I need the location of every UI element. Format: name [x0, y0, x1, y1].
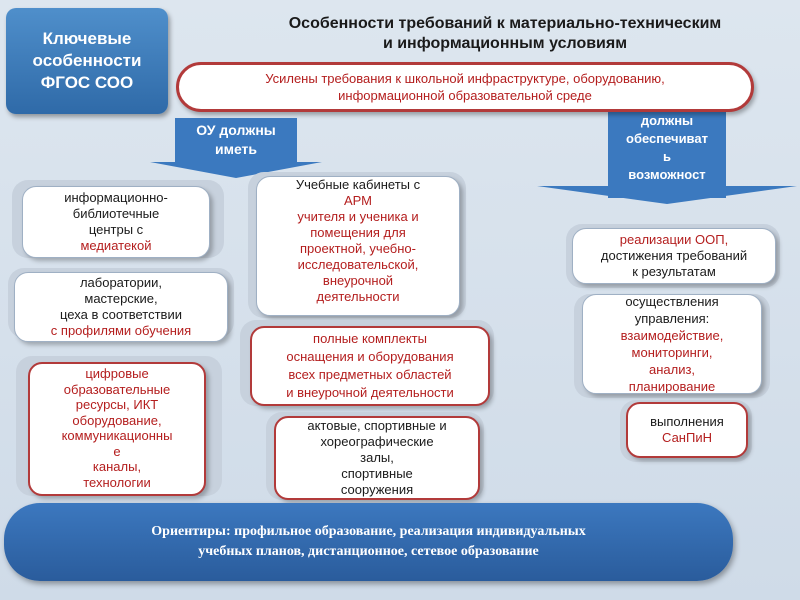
- infrastructure-banner: [176, 62, 754, 112]
- right-arrow-line-3: ь: [663, 149, 671, 164]
- left-item-2: [14, 272, 228, 342]
- page-title: [220, 14, 790, 54]
- left-item-1-line-1: информационно-: [64, 190, 168, 205]
- right-arrow-line-4: возможност: [628, 167, 706, 182]
- left-arrow-line-2: иметь: [214, 141, 258, 157]
- left-item-3-line-2: образовательные: [63, 381, 171, 397]
- middle-item-3-line-1: актовые, спортивные и: [307, 418, 447, 433]
- banner-line-2: информационной образовательной среде: [338, 88, 592, 103]
- right-item-3-line-2: СанПиН: [662, 430, 712, 445]
- left-arrow: [150, 118, 322, 178]
- left-item-2-line-3: цеха в соответствии: [60, 307, 182, 322]
- key-features-line-2: особенности: [32, 51, 142, 70]
- right-item-1-line-1: реализации ООП,: [619, 232, 729, 247]
- right-item-2-line-3: взаимодействие,: [620, 328, 724, 343]
- middle-item-2: [250, 326, 490, 406]
- right-arrow-line-5: ь: [663, 185, 671, 200]
- middle-item-3: [274, 416, 480, 500]
- left-item-2-line-1: лаборатории,: [79, 275, 163, 290]
- right-item-3: [626, 402, 748, 458]
- left-item-3: [28, 362, 206, 496]
- orientation-banner: [4, 503, 733, 581]
- left-item-1-line-4: медиатекой: [80, 238, 152, 253]
- right-arrow-shaft: [608, 98, 726, 198]
- left-item-1: [22, 186, 210, 258]
- left-item-1-line-3: центры с: [88, 222, 144, 237]
- right-item-1: [572, 228, 776, 284]
- middle-item-1-line-5: проектной, учебно-: [300, 241, 416, 256]
- right-item-2-line-6: планирование: [628, 379, 716, 394]
- right-item-2-line-4: мониторинги,: [631, 345, 713, 360]
- right-item-2-line-1: осуществления: [625, 294, 719, 309]
- key-features-line-3: ФГОС СОО: [40, 73, 134, 92]
- right-arrow-line-1: должны: [640, 113, 694, 128]
- middle-item-3-line-4: спортивные: [341, 466, 413, 481]
- left-item-3-line-3: ресурсы, ИКТ: [75, 397, 159, 412]
- right-item-2-line-5: анализ,: [648, 362, 696, 377]
- left-arrow-shaft: [175, 118, 297, 162]
- left-item-2-line-2: мастерские,: [84, 291, 158, 306]
- left-item-3-line-8: технологии: [83, 474, 151, 490]
- middle-item-1-line-3: учителя и ученика и: [297, 209, 419, 224]
- middle-item-1-line-1-text: Учебные кабинеты с: [295, 177, 421, 192]
- middle-item-3-line-2: хореографические: [320, 434, 434, 449]
- key-features-box: [6, 8, 168, 114]
- right-item-1-line-2: достижения требований: [600, 248, 748, 263]
- middle-item-2-line-3: всех предметных областей: [288, 367, 452, 382]
- right-arrow-line-2: обеспечиват: [626, 131, 708, 146]
- middle-item-1-line-7: внеурочной: [322, 273, 394, 288]
- orientation-line-2: учебных планов, дистанционное, сетевое образование: [198, 544, 539, 559]
- right-item-3-line-1: выполнения: [650, 414, 724, 429]
- left-item-3-line-5: коммуникационны: [61, 428, 173, 443]
- title-line-2: и информационным условиям: [382, 35, 628, 52]
- middle-item-3-line-3: залы,: [360, 450, 394, 465]
- left-item-1-line-2: библиотечные: [72, 206, 160, 221]
- orientation-line-1: Ориентиры: профильное образование, реализация индивидуальных: [151, 524, 586, 539]
- left-item-3-line-6: е: [113, 443, 121, 459]
- right-item-1-line-3: к результатам: [632, 264, 716, 279]
- right-arrow-head: [537, 186, 797, 204]
- middle-item-1-line-4: помещения для: [310, 225, 406, 240]
- left-arrow-line-1: ОУ должны: [196, 122, 276, 138]
- right-item-2: [582, 294, 762, 394]
- middle-item-1-line-2: АРМ: [343, 193, 373, 208]
- key-features-line-1: Ключевые: [42, 29, 132, 48]
- middle-item-2-line-4: и внеурочной деятельности: [286, 385, 454, 400]
- banner-line-1: Усилены требования к школьной инфраструктуре, оборудованию,: [265, 71, 665, 86]
- right-arrow: [537, 98, 797, 204]
- middle-item-3-line-5: сооружения: [340, 482, 414, 497]
- title-line-1: Особенности требований к материально-техническим: [288, 15, 722, 32]
- middle-item-1: [256, 176, 460, 316]
- middle-item-1-line-1: [257, 177, 459, 193]
- middle-item-2-line-1: полные комплекты: [313, 331, 427, 346]
- right-item-2-line-2: управления:: [634, 311, 710, 326]
- middle-item-2-line-2: оснащения и оборудования: [286, 349, 454, 364]
- middle-item-1-line-6: исследовательской,: [297, 257, 419, 272]
- left-item-2-line-4: с профилями обучения: [50, 323, 192, 338]
- left-item-3-line-1: цифровые: [85, 366, 149, 381]
- left-item-3-line-7: каналы,: [92, 459, 142, 474]
- left-item-3-line-4: оборудование,: [72, 412, 162, 428]
- middle-item-1-line-8: деятельности: [316, 289, 400, 304]
